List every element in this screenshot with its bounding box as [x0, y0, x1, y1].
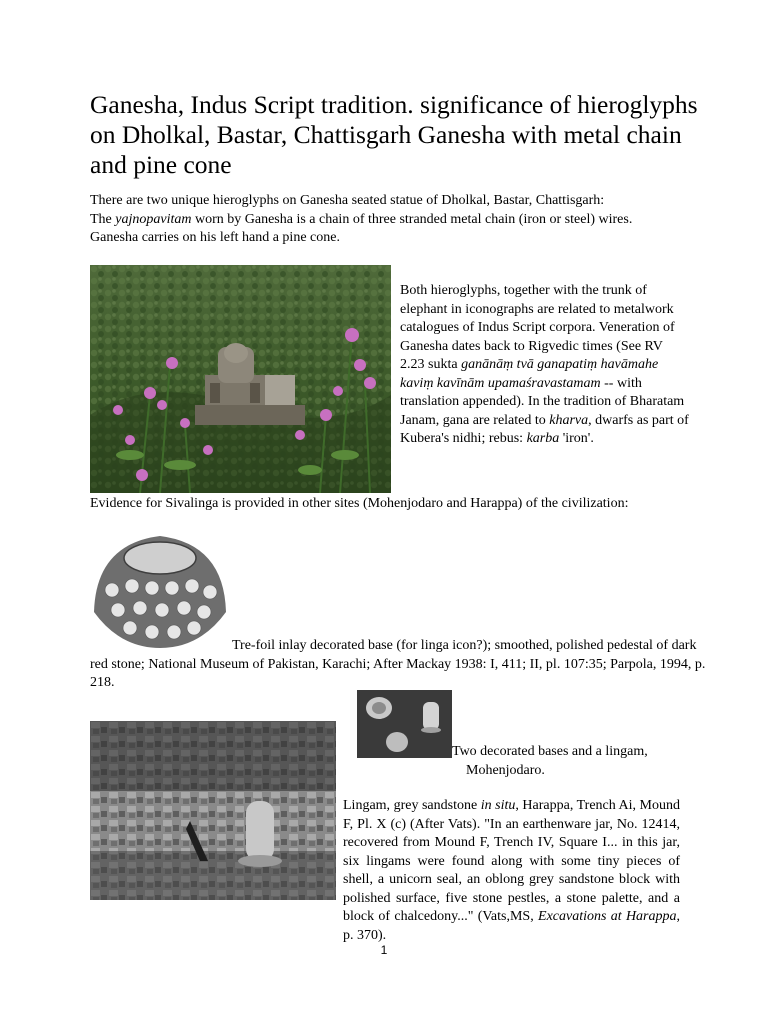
lingam-paragraph: [90, 797, 680, 945]
bases-caption-line-2: Mohenjodaro.: [466, 762, 545, 778]
rv-sukta-quote: ganānāṃ tvā ganapatiṃ havāmahe kaviṃ kavīnām upamaśravastamam: [400, 357, 659, 391]
trefoil-caption-text: Tre-foil inlay decorated base (for linga icon?); smoothed, polished pedestal of dark red stone; National Museum of Pakistan, Karachi; After Mackay 1938: I, 411; II, pl. 107:35; Parpola, 1994, p. 218.: [90, 638, 706, 690]
intro-paragraph: [90, 192, 710, 248]
bases-caption: [452, 743, 752, 780]
trefoil-caption: [90, 637, 710, 693]
intro-line-2: [90, 211, 710, 230]
decorated-bases-image: [357, 690, 452, 758]
side-text-3: , dwarfs as part of Kubera's nidhi; rebus:: [400, 412, 689, 446]
yajnopavitam-term: yajnopavitam: [115, 211, 192, 227]
hieroglyph-discussion: [400, 282, 690, 449]
side-text-1: Both hieroglyphs, together with the trunk of elephant in iconographs are related to metalwork catalogues of Indus Script corpora. Veneration of Ganesha dates back to Rigvedic times (See RV 2.23 sukta: [400, 283, 675, 372]
page-title: Ganesha, Indus Script tradition. significance of hieroglyphs on Dholkal, Bastar, Chattisgarh Ganesha with metal chain and pine cone: [90, 90, 698, 179]
trefoil-base-image: [90, 530, 230, 652]
page-number: 1: [380, 943, 388, 957]
intro-line-2-pre: The: [90, 211, 116, 227]
lingam-description: [90, 797, 680, 945]
evidence-statement: Evidence for Sivalinga is provided in other sites (Mohenjodaro and Harappa) of the civilization:: [90, 496, 629, 511]
side-text-2: -- with translation appended). In the tradition of Bharatam Janam, gana are related to: [400, 375, 685, 428]
side-text-4: 'iron'.: [559, 431, 594, 446]
hieroglyph-paragraph: [400, 282, 690, 449]
in-situ-term: in situ: [480, 798, 516, 813]
kharva-term: kharva: [549, 412, 589, 428]
intro-line-3: Ganesha carries on his left hand a pine cone.: [90, 230, 340, 245]
excavations-title: Excavations at Harappa: [538, 909, 677, 924]
lingam-text-1: Lingam, grey sandstone: [343, 798, 481, 813]
intro-line-1: There are two unique hieroglyphs on Ganesha seated statue of Dholkal, Bastar, Chattisgarh:: [90, 193, 605, 208]
lingam-text-3: , p. 370).: [343, 909, 680, 943]
lingam-text-2: , Harappa, Trench Ai, Mound F, Pl. X (c) (After Vats). "In an earthenware jar, No. 12414, recovered from Mound F, Trench IV, Square I... in this jar, six lingams were found along with some tiny pieces of shell, a unicorn seal, an oblong grey sandstone block with polished surface, five stone pestles, a stone palette, and a block of chalcedony..." (Vats,MS,: [343, 798, 680, 924]
bases-caption-line-1: Two decorated bases and a lingam,: [452, 744, 648, 759]
karba-term: karba: [526, 431, 560, 446]
dholkal-ganesha-photo: [90, 265, 391, 493]
intro-line-2-post: worn by Ganesha is a chain of three stranded metal chain (iron or steel) wires.: [191, 211, 633, 227]
